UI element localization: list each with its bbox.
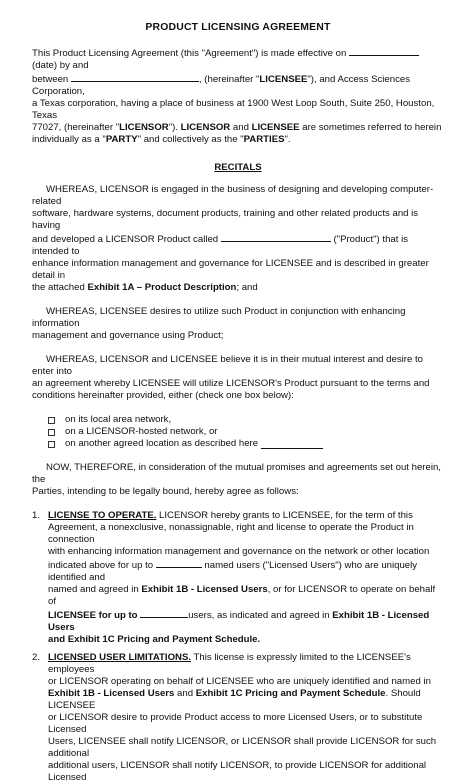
section-text: This license is expressly limited to the LICENSEE's employees <box>48 652 411 675</box>
checkbox-local-network[interactable] <box>48 417 55 424</box>
section-text: named users ("Licensed Users") who are uniquely identified and <box>48 560 418 583</box>
exhibit-1b-reference: Exhibit 1B - Licensed Users <box>48 688 175 699</box>
section-number: 1. <box>32 510 41 521</box>
paragraph-text: and developed a LICENSOR Product called <box>32 234 219 245</box>
section-2 <box>32 652 444 784</box>
paragraph-text: Parties, intending to be legally bound, hereby agree as follows: <box>32 486 299 497</box>
exhibit-1c-reference: and Exhibit 1C Pricing and Payment Schedule. <box>48 634 261 645</box>
section-text: users, as indicated and agreed in <box>188 610 333 621</box>
section-text: Agreement, a nonexclusive, nonassignable, right and license to operate the Product in connection <box>48 522 414 545</box>
paragraph-text: WHEREAS, LICENSEE desires to utilize such Product in conjunction with enhancing information <box>32 306 406 329</box>
option-label: on another agreed location as described here <box>65 438 259 449</box>
whereas-paragraph-2 <box>32 306 444 342</box>
intro-text: , (hereinafter " <box>198 74 260 85</box>
section-text: Users, LICENSEE shall notify LICENSOR, or LICENSOR shall provide LICENSOR for such additional <box>48 736 437 759</box>
intro-text: and <box>230 122 252 133</box>
option-hosted-network <box>48 426 444 438</box>
section-text: LICENSOR hereby grants to LICENSEE, for the term of this <box>156 510 413 521</box>
intro-text: individually as a " <box>32 134 106 145</box>
section-number: 2. <box>32 652 41 663</box>
intro-text: between <box>32 74 69 85</box>
section-text: or LICENSOR desire to provide Product access to more Licensed Users, or to substitute Licensed <box>48 712 423 735</box>
network-options <box>32 414 444 450</box>
section-text: LICENSEE for up to <box>48 610 138 621</box>
option-label: on a LICENSOR-hosted network, or <box>65 426 218 437</box>
intro-paragraph <box>32 46 444 146</box>
paragraph-text: conditions hereinafter provided, either (check one box below): <box>32 390 294 401</box>
section-text: named and agreed in <box>48 584 142 595</box>
recitals-heading: RECITALS <box>214 162 262 173</box>
licensor-term: LICENSOR <box>119 122 169 133</box>
licensee-name-blank[interactable] <box>71 72 199 82</box>
option-label: on its local area network, <box>65 414 172 425</box>
intro-text: (date) by and <box>32 60 89 71</box>
operated-users-count-blank[interactable] <box>140 608 188 618</box>
intro-text: are sometimes referred to herein <box>299 122 442 133</box>
option-other-location <box>48 438 444 450</box>
paragraph-text: NOW, THEREFORE, in consideration of the mutual promises and agreements set out herein, the <box>32 462 441 485</box>
paragraph-text: management and governance using Product; <box>32 330 224 341</box>
section-text: with enhancing information management and governance on the network or other location <box>48 546 430 557</box>
licensee-term: LICENSEE <box>259 74 308 85</box>
parties-term: PARTIES <box>243 134 285 145</box>
exhibit-1b-reference: Exhibit 1B - Licensed Users <box>141 584 268 595</box>
date-blank[interactable] <box>349 46 419 56</box>
section-text: indicated above for up to <box>48 560 154 571</box>
paragraph-text: an agreement whereby LICENSEE will utilize LICENSOR's Product pursuant to the terms and <box>32 378 430 389</box>
checkbox-hosted-network[interactable] <box>48 429 55 436</box>
party-term: PARTY <box>105 134 138 145</box>
named-users-count-blank[interactable] <box>156 558 202 568</box>
option-local-network <box>48 414 444 426</box>
section-text: , or for LICENSOR to operate on behalf of <box>48 584 436 607</box>
intro-text: "), and Access Sciences Corporation, <box>32 74 410 97</box>
intro-text: This Product Licensing Agreement (this "Agreement") is made effective on <box>32 48 347 59</box>
licensee-term: LICENSEE <box>251 122 300 133</box>
now-therefore-paragraph <box>32 462 444 498</box>
paragraph-text: WHEREAS, LICENSOR and LICENSEE believe it is in their mutual interest and desire to enter into <box>32 354 423 377</box>
section-heading: LICENSE TO OPERATE. <box>48 510 157 521</box>
other-location-blank[interactable] <box>261 439 323 449</box>
intro-text: "). <box>168 122 181 133</box>
section-text: . Should LICENSEE <box>48 688 421 711</box>
section-text: additional users, LICENSOR shall notify LICENSOR, to provide LICENSOR for additional Licensed <box>48 760 427 783</box>
product-name-blank[interactable] <box>221 232 331 242</box>
paragraph-text: software, hardware systems, document products, training and other related products and is having <box>32 208 419 231</box>
intro-text: a Texas corporation, having a place of business at 1900 West Loop South, Suite 250, Houston, Texas <box>32 98 435 121</box>
section-text: or LICENSOR operating on behalf of LICENSEE who are uniquely identified and named in <box>48 676 431 687</box>
paragraph-text: ; and <box>236 282 258 293</box>
section-1 <box>32 510 444 646</box>
exhibit-1c-reference: Exhibit 1C Pricing and Payment Schedule <box>195 688 386 699</box>
exhibit-1b-reference: Exhibit 1B - Licensed Users <box>48 610 430 633</box>
intro-text: 77027, (hereinafter " <box>32 122 120 133</box>
paragraph-text: the attached <box>32 282 88 293</box>
checkbox-other-location[interactable] <box>48 441 55 448</box>
whereas-paragraph-3 <box>32 354 444 402</box>
licensor-term: LICENSOR <box>180 122 231 133</box>
section-text: and <box>174 688 196 699</box>
exhibit-1a-reference: Exhibit 1A – Product Description <box>87 282 237 293</box>
intro-text: " and collectively as the " <box>137 134 244 145</box>
document-title: PRODUCT LICENSING AGREEMENT <box>145 22 331 33</box>
section-heading: LICENSED USER LIMITATIONS. <box>48 652 192 663</box>
paragraph-text: WHEREAS, LICENSOR is engaged in the business of designing and developing computer-related <box>32 184 434 207</box>
whereas-paragraph-1 <box>32 184 444 294</box>
paragraph-text: enhance information management and governance for LICENSEE and is described in greater detail in <box>32 258 429 281</box>
paragraph-text: ("Product") that is intended to <box>32 234 408 257</box>
intro-text: ". <box>284 134 291 145</box>
